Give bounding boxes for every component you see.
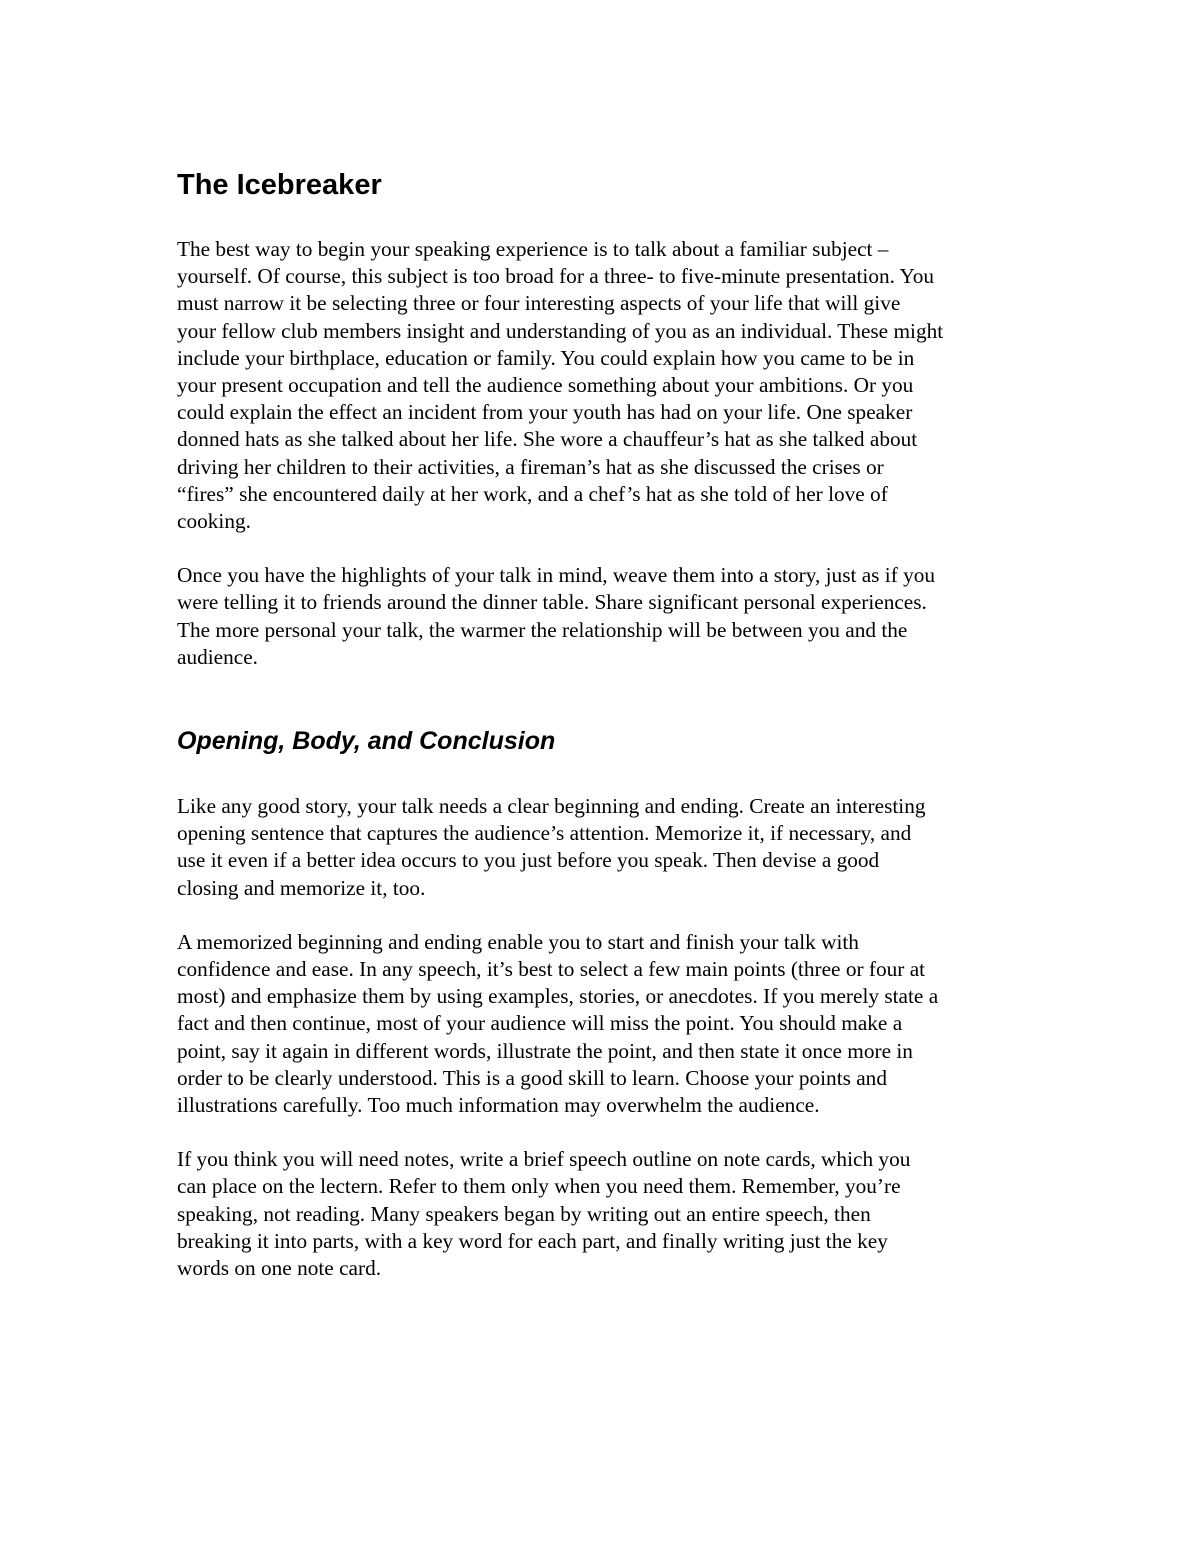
spacer — [177, 902, 1037, 929]
spacer — [177, 535, 1037, 562]
section-heading: Opening, Body, and Conclusion — [177, 727, 556, 756]
spacer — [177, 204, 1037, 236]
document-body — [177, 166, 1037, 1282]
spacer — [177, 757, 1037, 793]
spacer — [177, 1119, 1037, 1146]
section-paragraph-2: A memorized beginning and ending enable you to start and finish your talk with confidence and ease. In any speech, it’s best to select a few main points (three or four at most) and emphasize them by using examples, stories, or anecdotes. If you merely state a fact and then continue, most of your audience will miss the point. You should make a point, say it again in different words, illustrate the point, and then state it once more in order to be clearly understood. This is a good skill to learn. Choose your points and illustrations carefully. Too much information may overwhelm the audience. — [177, 929, 939, 1118]
document-title: The Icebreaker — [177, 169, 382, 201]
intro-paragraph-1: The best way to begin your speaking experience is to talk about a familiar subject – yourself. Of course, this subject is too broad for a three- to five-minute presentation. You must narrow it be selecting three or four interesting aspects of your life that will give your fellow club members insight and understanding of you as an individual. These might include your birthplace, education or family. You could explain how you came to be in your present occupation and tell the audience something about your ambitions. Or you could explain the effect an incident from your youth has had on your life. One speaker donned hats as she talked about her life. She wore a chauffeur’s hat as she talked about driving her children to their activities, a fireman’s hat as she discussed the crises or “fires” she encountered daily at her work, and a chef’s hat as she told of her love of cooking. — [177, 237, 944, 534]
spacer — [177, 671, 1037, 725]
section-paragraph-3: If you think you will need notes, write a brief speech outline on note cards, which you can place on the lectern. Refer to them only when you need them. Remember, you’re speaking, not reading. Many speakers began by writing out an entire speech, then breaking it into parts, with a key word for each part, and finally writing just the key words on one note card. — [177, 1147, 911, 1281]
intro-paragraph-2: Once you have the highlights of your talk in mind, weave them into a story, just as if you were telling it to friends around the dinner table. Share significant personal experiences. The more personal your talk, the warmer the relationship will be between you and the audience. — [177, 563, 936, 669]
section-paragraph-1: Like any good story, your talk needs a clear beginning and ending. Create an interesting opening sentence that captures the audience’s attention. Memorize it, if necessary, and use it even if a better idea occurs to you just before you speak. Then devise a good closing and memorize it, too. — [177, 794, 926, 900]
